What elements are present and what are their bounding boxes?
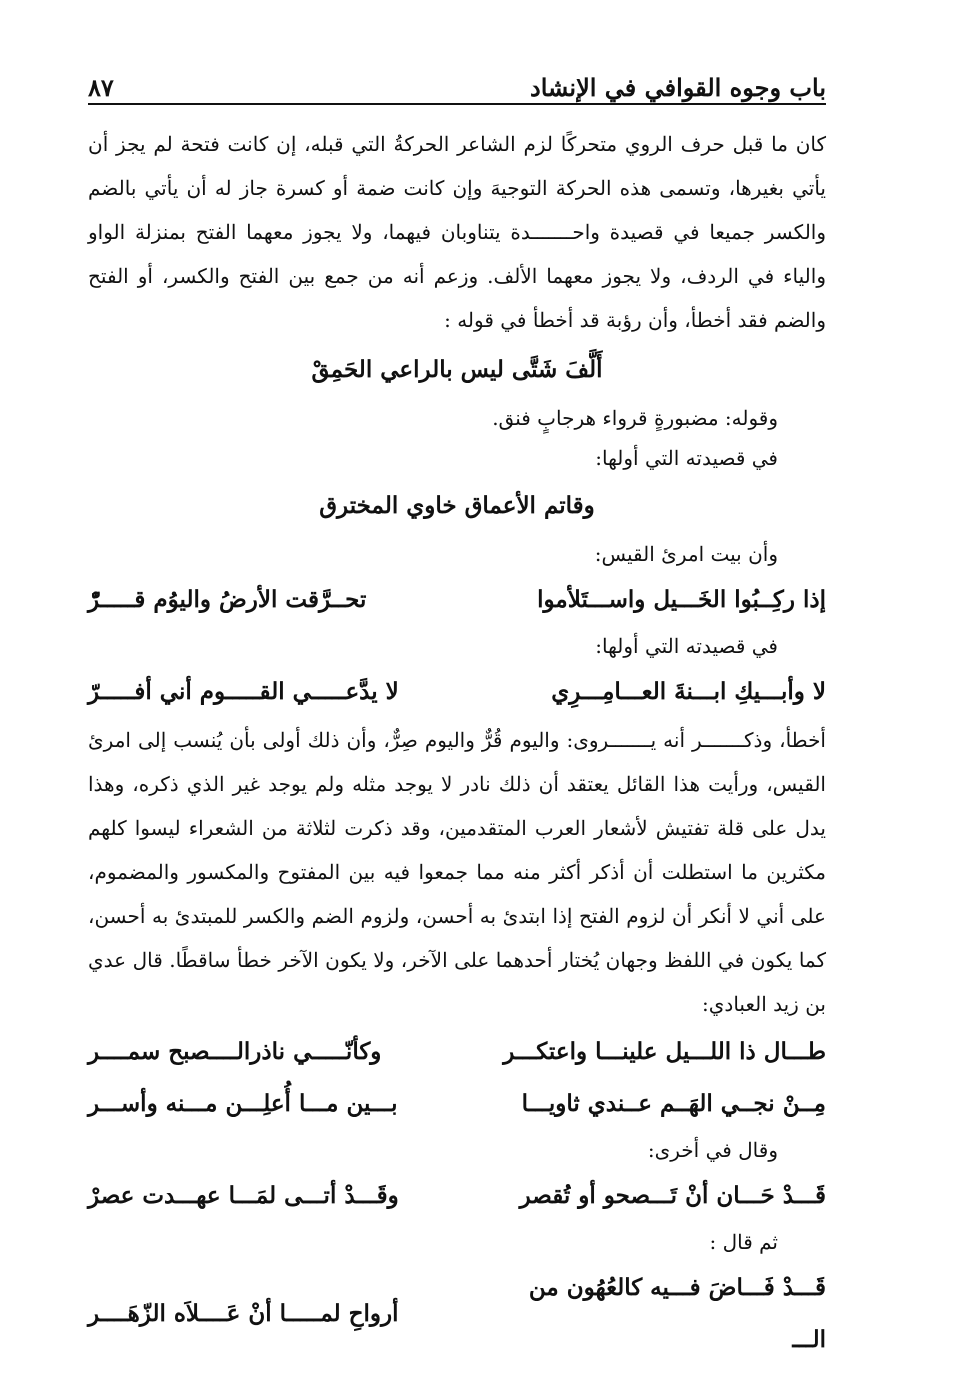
verse-first-hemistich: مِــنْ نجــي الهَــم عــندي ثاويـــا	[521, 1090, 826, 1117]
verse-couplet	[88, 574, 826, 626]
verse-couplet	[88, 666, 826, 718]
verse-second-hemistich: لا يدَّعـــــي القـــــوم أني أفـــــرّ	[88, 678, 399, 705]
page-number: ٨٧	[88, 73, 114, 102]
verse-first-hemistich: لا وأبـــيكِ ابـــنةَ العـــامِـــرِي	[551, 678, 826, 705]
verse-second-hemistich: وقَـــدْ أتـــى لمَـــا عهـــدت عصرْ	[88, 1182, 399, 1209]
text-line: ثم قال :	[709, 1230, 778, 1254]
verse-first-hemistich: طـــال ذا اللـــيل علينـــا واعتكـــر	[503, 1038, 826, 1065]
text-line: وقال في أخرى:	[647, 1138, 778, 1162]
page-body	[88, 122, 826, 1366]
verse-couplet	[88, 1026, 826, 1078]
header-rule	[88, 103, 826, 105]
verse-single: وقاتم الأعماق خاوي المخترق	[319, 492, 595, 519]
verse-first-hemistich: إذا ركِــبُوا الخَـــيل واســـتَلأموا	[537, 586, 826, 613]
chapter-title: باب وجوه القوافي في الإنشاد	[530, 73, 826, 102]
verse-second-hemistich: أرواحِ لمـــــا أنْ عَــــلاَه الزّهَــــر	[88, 1300, 399, 1327]
text-line: وأن بيت امرئ القيس:	[594, 542, 778, 566]
text-line: في قصيدته التي أولها:	[595, 446, 778, 470]
verse-couplet	[88, 1262, 826, 1366]
verse-single: أَلَّفَ شَتَّى ليس بالراعي الحَمِقْ	[311, 356, 603, 383]
page-header	[88, 58, 826, 102]
paragraph: كان ما قبل حرف الروي متحركًا لزم الشاعر الحركةُ التي قبله، إن كانت فتحة لم يجز أن يأتي بغيرها، وتسمى هذه الحركة التوجيهَ وإن كانت ضمة أو كسرة جاز له أن يأتي بالضم والكسر جميعا في قصيدة واحـــــــدة يتناوبان فيهما، ولا يجوز معهما الفتح بمنزلة الواو والياء في الردف، ولا يجوز معهما الألف. وزعم أنه من جمع بين الفتح والكسر، أو الفتح والضم فقد أخطأ، وأن رؤبة قد أخطأ في قوله :	[88, 132, 826, 332]
verse-couplet	[88, 1170, 826, 1222]
verse-couplet	[88, 1078, 826, 1130]
text-line: في قصيدته التي أولها:	[595, 634, 778, 658]
verse-second-hemistich: تحــرَّقت الأرضُ واليوُم قـــــرّْ	[88, 586, 367, 613]
text-line: وقوله: مضبورةٍ قرواء هرجابٍ فنق.	[492, 406, 778, 430]
verse-first-hemistich: قَـــدْ فَـــاضَ فـــيه كالعُهُون من الـــ	[528, 1274, 826, 1353]
paragraph: أخطأ، وذكـــــــر أنه يـــــــروى: واليوم قُرٌّ واليوم صِرٌّ، وأن ذلك أولى بأن يُنسب إلى امرئ القيس، ورأيت هذا القائل يعتقد أن ذلك نادر لا يوجد مثله ولم يوجد غير الذي ذكره، وهذا يدل على قلة تفتيش لأشعار العرب المتقدمين، وقد ذكرت لثلاثة من الشعراء ليسوا كلهم مكثرين ما استطلت أن أذكر أكثر منه مما جمعوا فيه بين المفتوح والمكسور والمضموم، على أني لا أنكر أن لزوم الفتح إذا ابتدئ به أحسن، ولزوم الضم والكسر للمبتدئ به أحسن، كما يكون في اللفظ وجهان يُختار أحدهما على الآخر، ولا يكون الآخر خطأ ساقطًا. قال عدي بن زيد العبادي:	[88, 728, 826, 1016]
verse-first-hemistich: قَـــدْ حَـــان أنْ تَـــصحو أو تُقصر	[519, 1182, 826, 1209]
verse-second-hemistich: بـــين مـــا أُعلِـــن مـــنه وأســـر	[88, 1090, 398, 1117]
verse-second-hemistich: وكأنّـــــي ناذرالــــصبح سمــــر	[88, 1038, 382, 1065]
